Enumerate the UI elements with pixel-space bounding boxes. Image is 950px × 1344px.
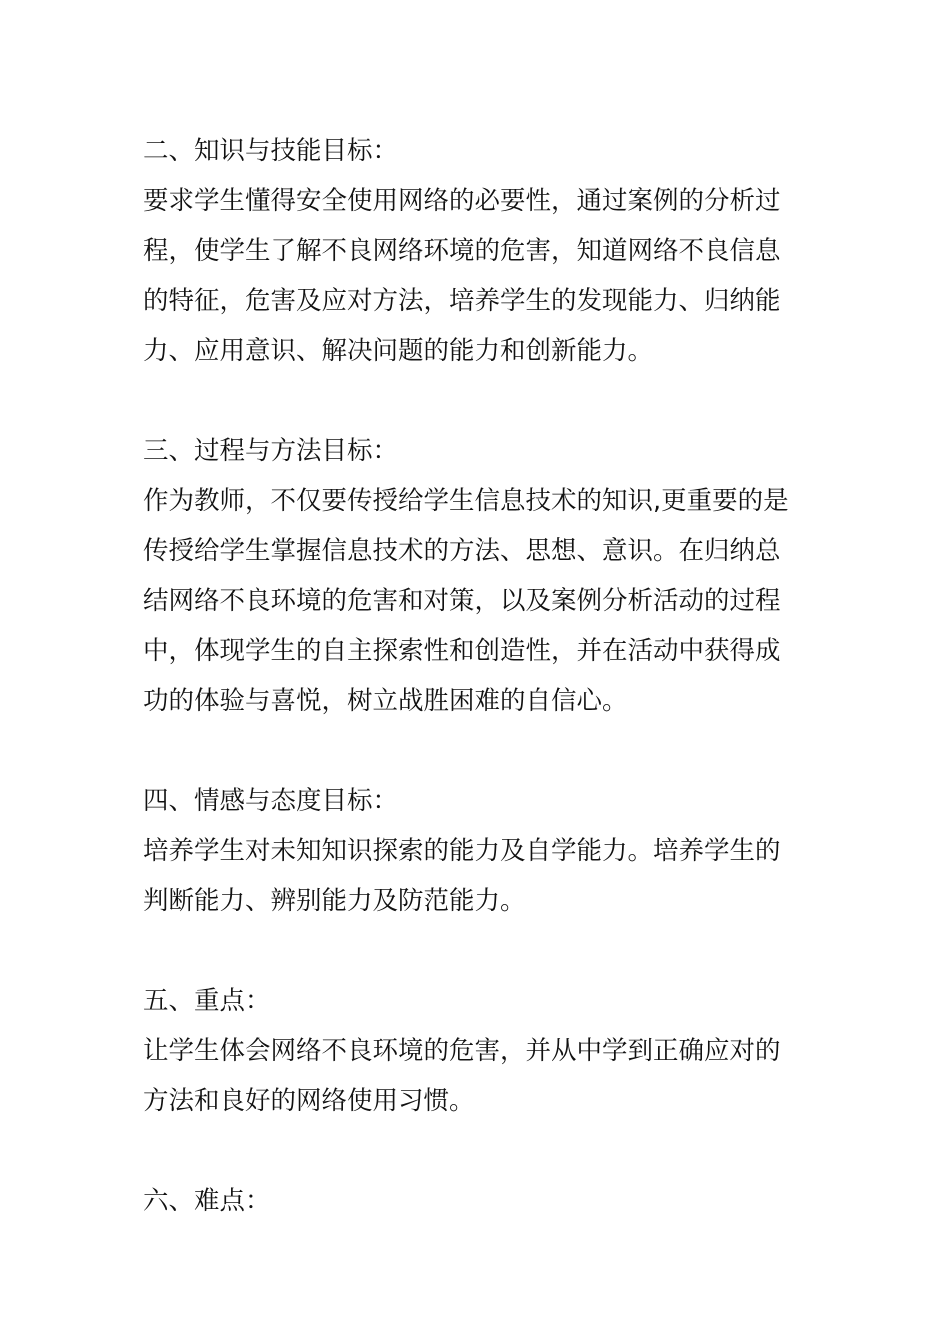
paragraph-line: 结网络不良环境的危害和对策，以及案例分析活动的过程 (143, 586, 781, 616)
section-knowledge-skills (143, 126, 813, 376)
section-difficulties (143, 1176, 813, 1226)
section-process-methods (143, 426, 813, 726)
paragraph-line: 要求学生懂得安全使用网络的必要性，通过案例的分析过 (143, 186, 781, 216)
paragraph-line: 功的体验与喜悦，树立战胜困难的自信心。 (143, 686, 628, 716)
paragraph-line: 程，使学生了解不良网络环境的危害，知道网络不良信息 (143, 236, 781, 266)
section-heading: 三、过程与方法目标： (143, 436, 399, 466)
section-key-points (143, 976, 813, 1126)
paragraph-line: 让学生体会网络不良环境的危害，并从中学到正确应对的 (143, 1036, 781, 1066)
paragraph-line: 的特征，危害及应对方法，培养学生的发现能力、归纳能 (143, 286, 781, 316)
paragraph-line: 中，体现学生的自主探索性和创造性，并在活动中获得成 (143, 636, 781, 666)
section-heading: 六、难点： (143, 1186, 271, 1216)
paragraph-line: 培养学生对未知知识探索的能力及自学能力。培养学生的 (143, 836, 781, 866)
section-heading: 五、重点： (143, 986, 271, 1016)
section-heading: 二、知识与技能目标： (143, 136, 399, 166)
paragraph-line: 传授给学生掌握信息技术的方法、思想、意识。在归纳总 (143, 536, 781, 566)
paragraph-line: 作为教师，不仅要传授给学生信息技术的知识,更重要的是 (143, 486, 789, 516)
paragraph-line: 判断能力、辨别能力及防范能力。 (143, 886, 526, 916)
document-body (143, 126, 813, 1276)
paragraph-line: 方法和良好的网络使用习惯。 (143, 1086, 475, 1116)
section-heading: 四、情感与态度目标： (143, 786, 399, 816)
section-emotion-attitude (143, 776, 813, 926)
paragraph-line: 力、应用意识、解决问题的能力和创新能力。 (143, 336, 654, 366)
